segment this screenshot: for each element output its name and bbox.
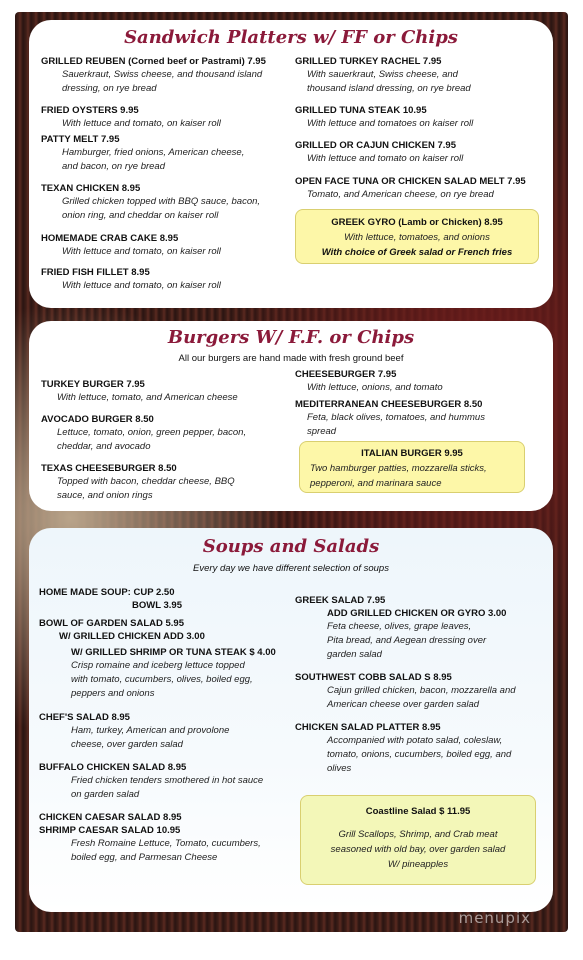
greek-salad-item [295, 594, 545, 662]
item-desc: Sauerkraut, Swiss cheese, and thousand island [62, 69, 263, 80]
menu-item [41, 462, 291, 503]
menu-item [41, 413, 291, 454]
menu-item [295, 175, 545, 202]
item-name: SOUTHWEST COBB SALAD S 8.95 [295, 672, 452, 683]
menu-item [41, 378, 291, 405]
item-desc: Hamburger, fried onions, American cheese, [62, 147, 245, 158]
item-desc: dressing, on rye bread [62, 83, 157, 94]
item-extra: With choice of Greek salad or French fries [321, 247, 513, 258]
item-name: CHICKEN CAESAR SALAD 8.95 [39, 812, 182, 823]
item-name: BOWL OF GARDEN SALAD 5.95 [39, 618, 184, 629]
menu-item [41, 266, 291, 293]
menu-item [39, 711, 289, 752]
item-desc: peppers and onions [71, 688, 155, 699]
item-desc: tomato, onions, cucumbers, boiled egg, and [327, 749, 512, 760]
item-desc: Lettuce, tomato, onion, green pepper, bacon, [57, 427, 247, 438]
item-desc: Feta, black olives, tomatoes, and hummus [307, 412, 485, 423]
item-desc: Ham, turkey, American and provolone [71, 725, 230, 736]
section-title: Burgers W/ F.F. or Chips [167, 327, 415, 348]
menu-item [295, 671, 545, 712]
section-title: Soups and Salads [202, 536, 380, 557]
item-desc: Feta cheese, olives, grape leaves, [327, 621, 472, 632]
menu-item [295, 104, 545, 131]
special-box [300, 795, 536, 885]
item-name: ITALIAN BURGER 9.95 [361, 448, 463, 459]
item-desc: on garden salad [71, 789, 140, 800]
menu-item [295, 398, 545, 439]
item-desc: With lettuce and tomato, on kaiser roll [62, 118, 221, 129]
item-desc: cheddar, and avocado [57, 441, 151, 452]
item-desc: With lettuce and tomatoes on kaiser roll [307, 118, 474, 129]
menu-item [39, 761, 289, 802]
item-name: FRIED OYSTERS 9.95 [41, 105, 139, 116]
item-name: PATTY MELT 7.95 [41, 134, 120, 145]
item-desc: thousand island dressing, on rye bread [307, 83, 471, 94]
item-desc: onion ring, and cheddar on kaiser roll [62, 210, 219, 221]
item-desc: Cajun grilled chicken, bacon, mozzarella and [327, 685, 516, 696]
soups-panel [29, 528, 553, 912]
section-title: Sandwich Platters w/ FF or Chips [124, 27, 458, 48]
special-box [299, 441, 525, 493]
item-name: HOMEMADE CRAB CAKE 8.95 [41, 233, 179, 244]
section-subtitle: All our burgers are hand made with fresh ground beef [178, 353, 404, 364]
item-desc: Topped with bacon, cheddar cheese, BBQ [57, 476, 235, 487]
item-name: OPEN FACE TUNA OR CHICKEN SALAD MELT 7.95 [295, 176, 526, 187]
garden-salad-item [39, 617, 289, 701]
item-name: AVOCADO BURGER 8.50 [41, 414, 154, 425]
item-desc: garden salad [327, 649, 382, 660]
item-name: GREEK SALAD 7.95 [295, 595, 386, 606]
item-addon: W/ GRILLED SHRIMP OR TUNA STEAK $ 4.00 [71, 647, 276, 658]
item-name: CHEESEBURGER 7.95 [295, 369, 397, 380]
item-name: GRILLED TURKEY RACHEL 7.95 [295, 56, 442, 67]
item-desc: Fried chicken tenders smothered in hot sauce [71, 775, 264, 786]
item-desc: With lettuce, tomato, and American cheese [57, 392, 238, 403]
item-name: GRILLED REUBEN (Corned beef or Pastrami) 7.95 [41, 56, 266, 67]
menu-item [41, 104, 291, 131]
item-addon: ADD GRILLED CHICKEN OR GYRO 3.00 [327, 608, 507, 619]
item-name: BUFFALO CHICKEN SALAD 8.95 [39, 762, 187, 773]
item-name: CHICKEN SALAD PLATTER 8.95 [295, 722, 441, 733]
item-name: BOWL 3.95 [132, 600, 182, 611]
item-desc: With lettuce, tomatoes, and onions [344, 232, 490, 243]
item-name: Coastline Salad $ 11.95 [365, 806, 471, 817]
menu-item [295, 721, 545, 776]
item-name: TURKEY BURGER 7.95 [41, 379, 145, 390]
item-desc: Crisp romaine and iceberg lettuce topped [71, 660, 245, 671]
section-subtitle: Every day we have different selection of soups [193, 563, 389, 574]
item-desc: With lettuce and tomato, on kaiser roll [62, 280, 221, 291]
item-desc: Grill Scallops, Shrimp, and Crab meat [338, 829, 498, 840]
item-desc: Pita bread, and Aegean dressing over [327, 635, 487, 646]
item-desc: With lettuce and tomato on kaiser roll [307, 153, 464, 164]
burger-panel [29, 321, 553, 511]
item-name: GREEK GYRO (Lamb or Chicken) 8.95 [331, 217, 503, 228]
menu-item [295, 55, 545, 96]
item-desc: W/ pineapples [387, 859, 449, 870]
item-desc: seasoned with old bay, over garden salad [330, 844, 506, 855]
sandwich-panel [29, 20, 553, 308]
item-desc: pepperoni, and marinara sauce [310, 478, 442, 489]
item-desc: American cheese over garden salad [327, 699, 480, 710]
item-desc: With sauerkraut, Swiss cheese, and [307, 69, 458, 80]
menu-item [295, 368, 545, 395]
menu-item [41, 133, 291, 174]
item-desc: cheese, over garden salad [71, 739, 183, 750]
watermark-text: menupix [458, 909, 531, 927]
item-name: TEXAN CHICKEN 8.95 [41, 183, 141, 194]
menu-item [41, 182, 291, 223]
special-box [295, 209, 539, 264]
item-desc: with tomato, cucumbers, olives, boiled egg, [71, 674, 253, 685]
item-desc: olives [327, 763, 352, 774]
item-name: CHEF'S SALAD 8.95 [39, 712, 130, 723]
item-name: MEDITERRANEAN CHEESEBURGER 8.50 [295, 399, 483, 410]
menu-item [41, 55, 291, 96]
soup-item [39, 586, 289, 612]
item-name: FRIED FISH FILLET 8.95 [41, 267, 150, 278]
item-desc: Two hamburger patties, mozzarella sticks, [310, 463, 487, 474]
item-desc: Grilled chicken topped with BBQ sauce, bacon, [62, 196, 261, 207]
caesar-item [39, 811, 289, 865]
item-name: SHRIMP CAESAR SALAD 10.95 [39, 825, 181, 836]
item-name: TEXAS CHEESEBURGER 8.50 [41, 463, 177, 474]
item-desc: spread [307, 426, 337, 437]
item-desc: and bacon, on rye bread [62, 161, 165, 172]
item-name: GRILLED OR CAJUN CHICKEN 7.95 [295, 140, 456, 151]
menu-item [41, 232, 291, 259]
item-desc: boiled egg, and Parmesan Cheese [71, 852, 218, 863]
item-name: HOME MADE SOUP: CUP 2.50 [39, 587, 175, 598]
item-desc: With lettuce, onions, and tomato [307, 382, 443, 393]
item-desc: sauce, and onion rings [57, 490, 153, 501]
item-desc: Accompanied with potato salad, coleslaw, [327, 735, 503, 746]
menu-item [295, 139, 545, 166]
item-name: GRILLED TUNA STEAK 10.95 [295, 105, 427, 116]
item-desc: Fresh Romaine Lettuce, Tomato, cucumbers, [71, 838, 261, 849]
item-addon: W/ GRILLED CHICKEN ADD 3.00 [59, 631, 205, 642]
item-desc: Tomato, and American cheese, on rye bread [307, 189, 494, 200]
item-desc: With lettuce and tomato, on kaiser roll [62, 246, 221, 257]
